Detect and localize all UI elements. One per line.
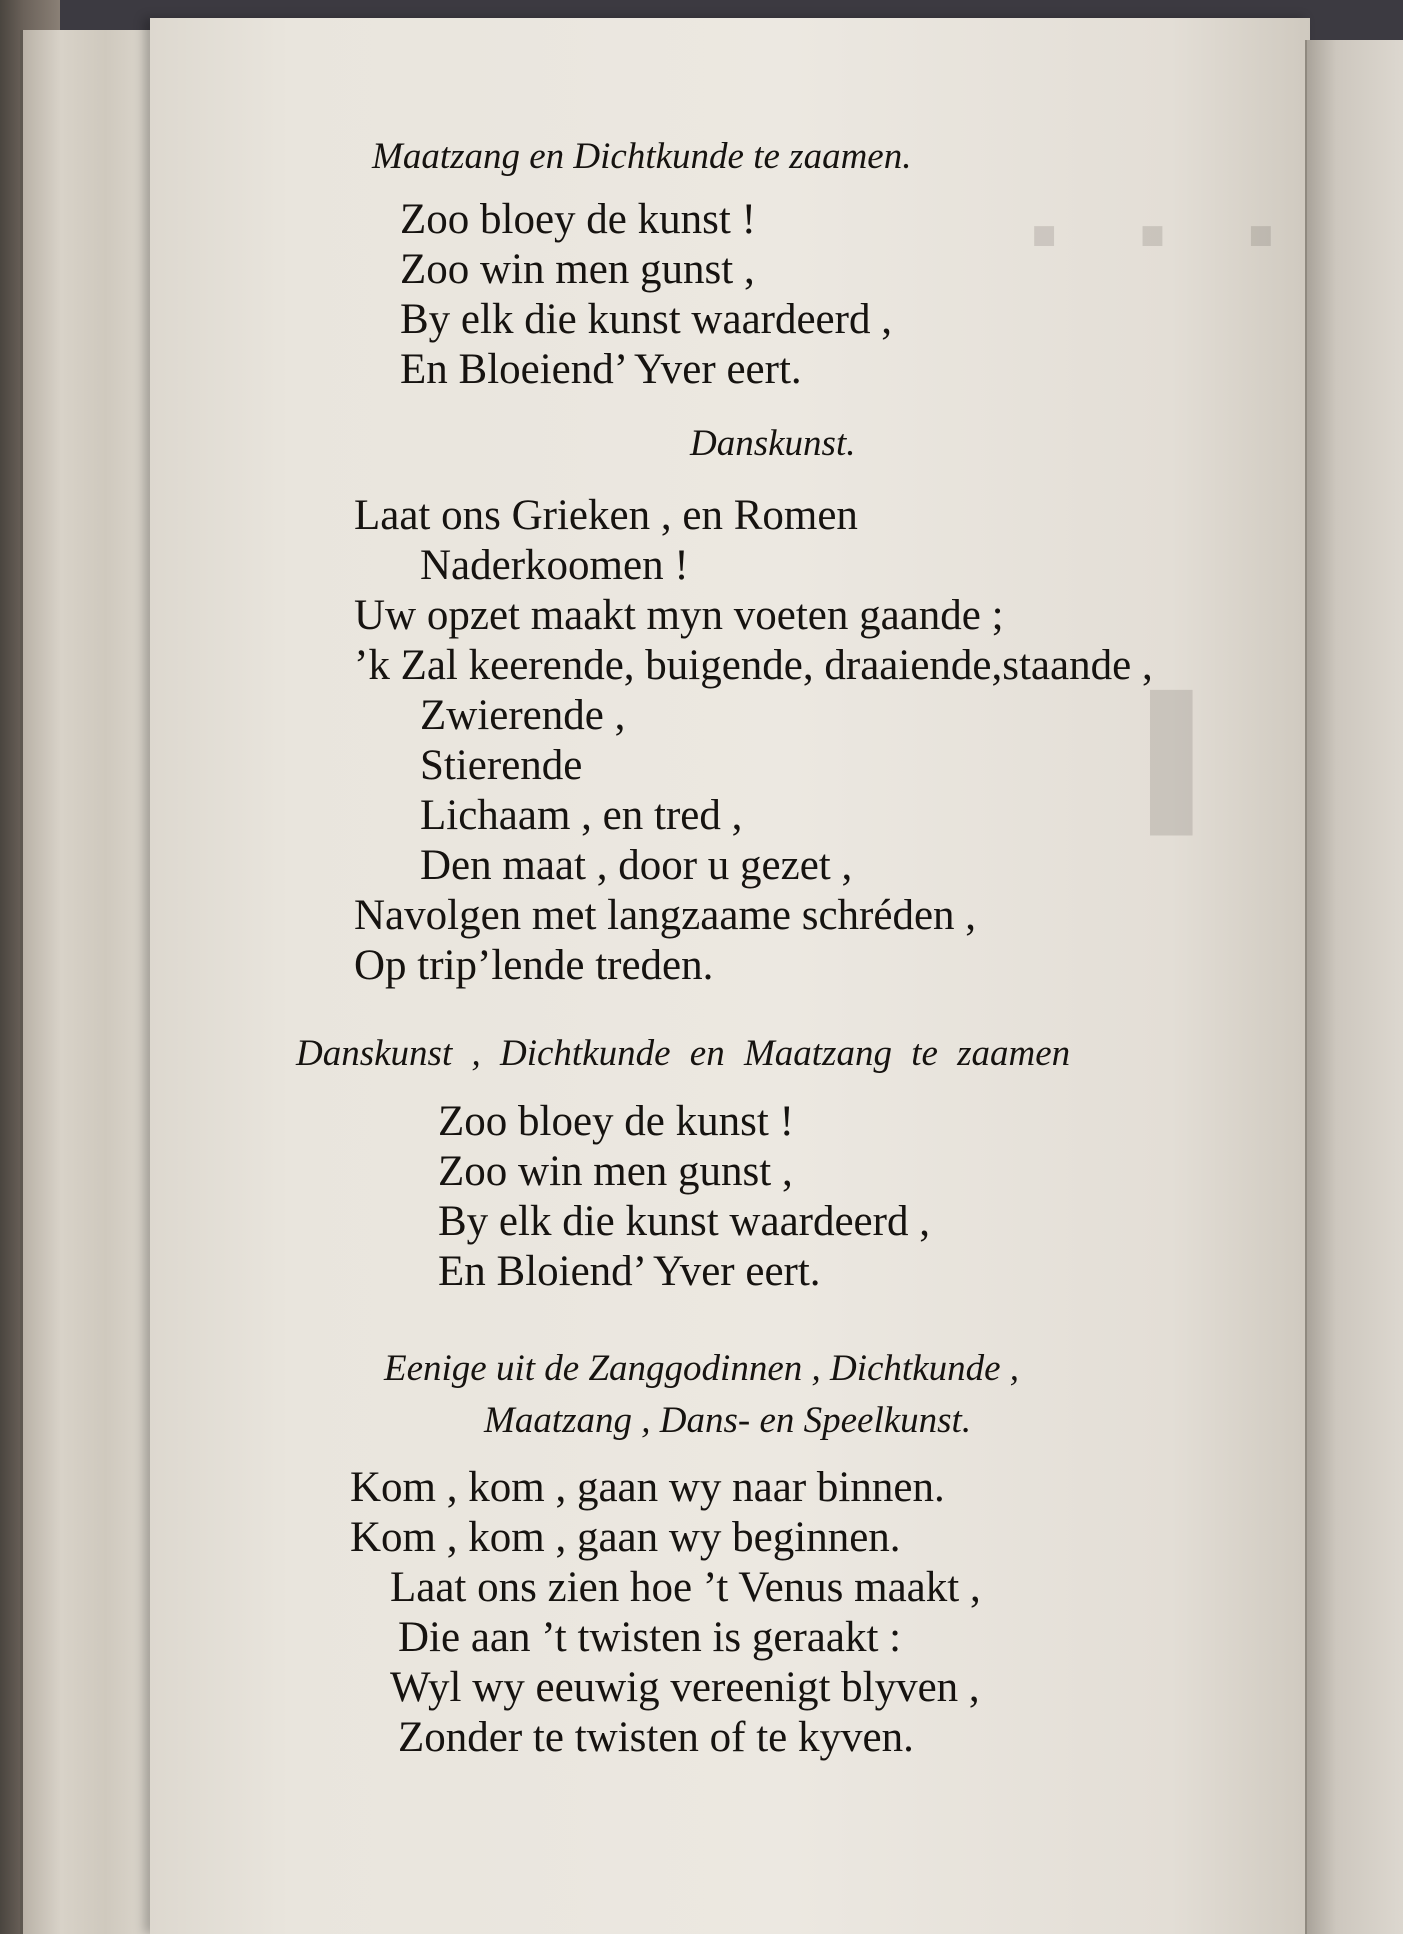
section-heading: Eenige uit de Zanggodinnen , Dichtkunde , xyxy=(384,1348,1020,1389)
verse-line: Uw opzet maakt myn voeten gaande ; xyxy=(354,592,1004,639)
verse-line: Laat ons zien hoe ’t Venus maakt , xyxy=(390,1564,981,1611)
verse-line: Wyl wy eeuwig vereenigt blyven , xyxy=(390,1664,980,1711)
verse-line: By elk die kunst waardeerd , xyxy=(438,1198,930,1245)
section-heading: Maatzang , Dans- en Speelkunst. xyxy=(484,1400,972,1441)
verse-line: Zonder te twisten of te kyven. xyxy=(398,1714,914,1761)
verse-line: Die aan ’t twisten is geraakt : xyxy=(398,1614,902,1661)
verse-line: Naderkoomen ! xyxy=(420,542,689,589)
verse-line: Navolgen met langzaame schréden , xyxy=(354,892,977,939)
verse-line: By elk die kunst waardeerd , xyxy=(400,296,892,343)
verse-line: Zoo bloey de kunst ! xyxy=(400,196,756,243)
facing-page-edge xyxy=(1305,40,1403,1934)
verse-line: En Bloeiend’ Yver eert. xyxy=(400,346,802,393)
verse-line: Laat ons Grieken , en Romen xyxy=(354,492,858,539)
section-heading: Maatzang en Dichtkunde te zaamen. xyxy=(372,136,912,177)
verse-line: Kom , kom , gaan wy beginnen. xyxy=(350,1514,901,1561)
verse-line: Op trip’lende treden. xyxy=(354,942,714,989)
section-heading: Danskunst. xyxy=(690,423,856,464)
verse-line: Zoo win men gunst , xyxy=(438,1148,793,1195)
verse-line: Den maat , door u gezet , xyxy=(420,842,853,889)
show-through-mark: ▪ ▪ ▪ xyxy=(1030,191,1306,279)
verse-line: Lichaam , en tred , xyxy=(420,792,743,839)
verse-line: ’k Zal keerende, buigende, draaiende,staande , xyxy=(354,642,1153,689)
verse-line: Zoo bloey de kunst ! xyxy=(438,1098,794,1145)
verse-line: Zoo win men gunst , xyxy=(400,246,755,293)
section-heading: Danskunst , Dichtkunde en Maatzang te zaamen xyxy=(296,1033,1071,1074)
verse-line: En Bloiend’ Yver eert. xyxy=(438,1248,821,1295)
verse-line: Stierende xyxy=(420,742,583,789)
verse-line: Zwierende , xyxy=(420,692,626,739)
show-through-mark: ▌ xyxy=(1150,692,1236,825)
verse-line: Kom , kom , gaan wy naar binnen. xyxy=(350,1464,945,1511)
